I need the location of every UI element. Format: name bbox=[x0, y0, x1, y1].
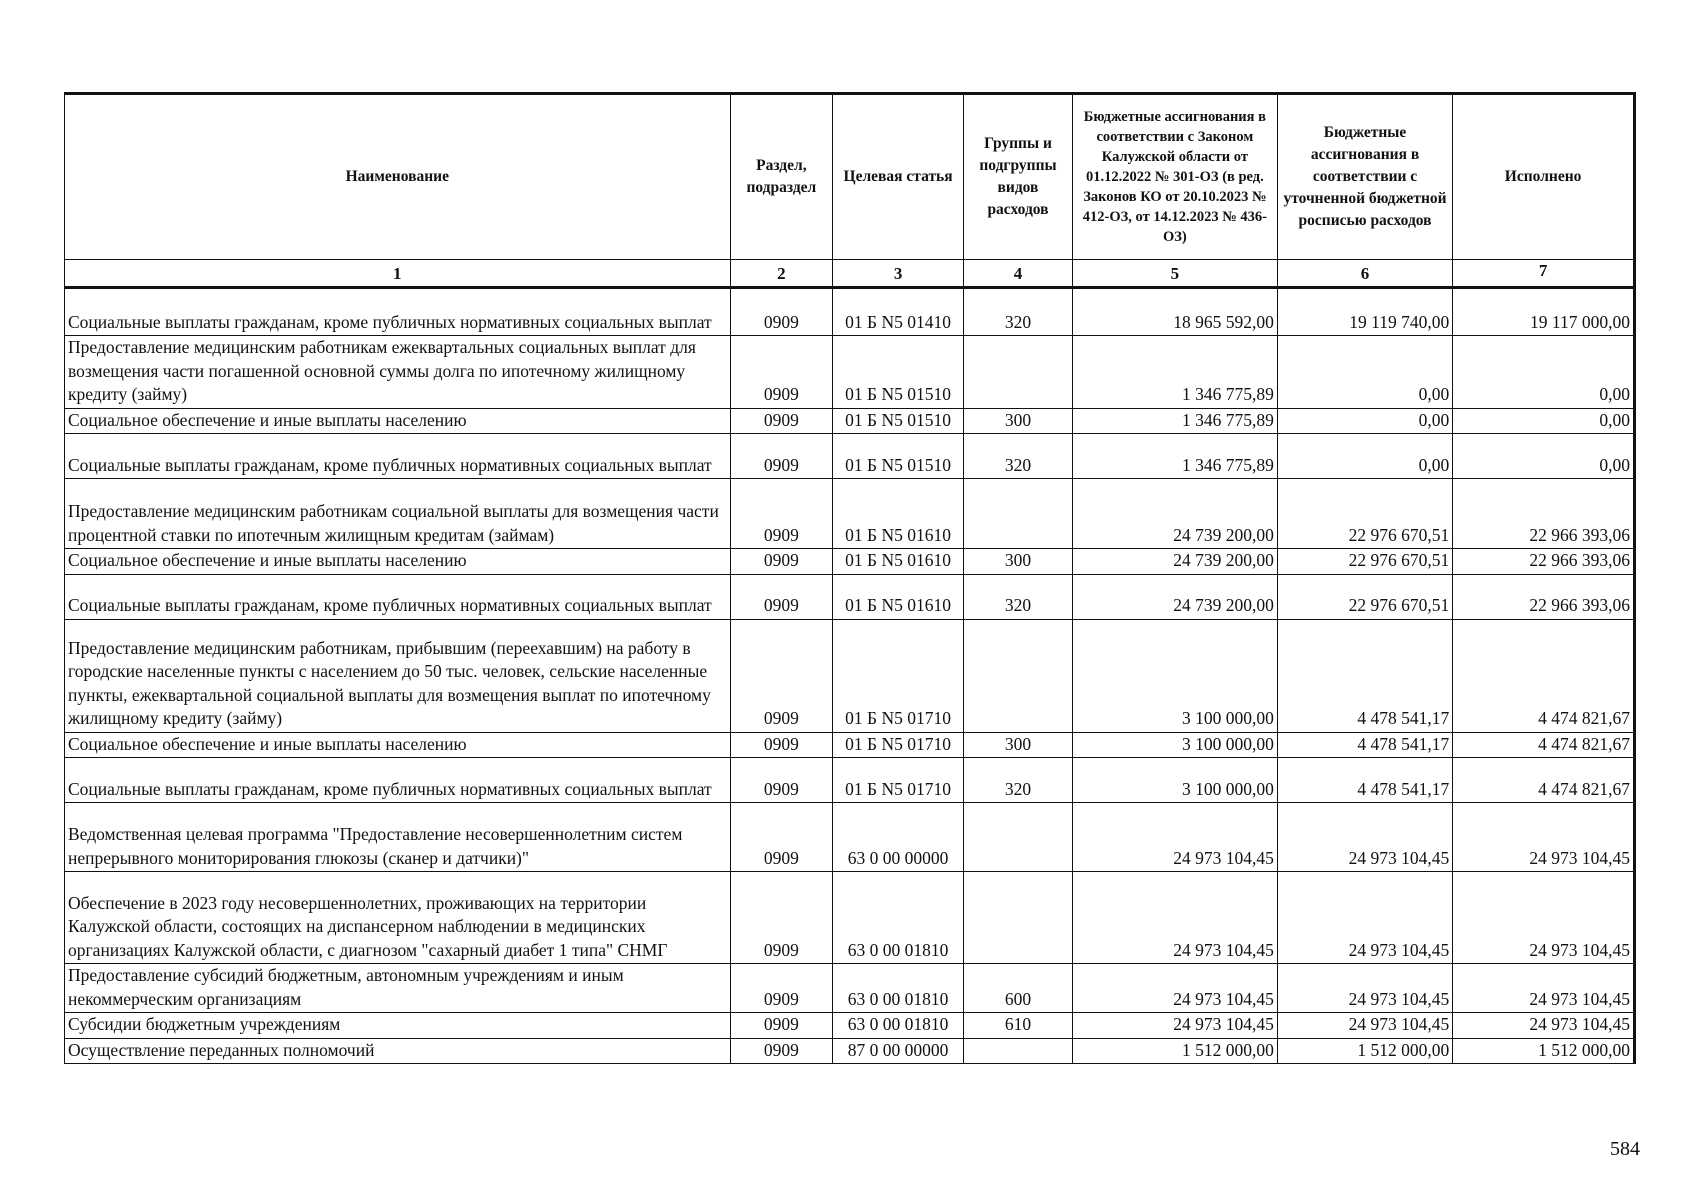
row-name: Социальное обеспечение и иные выплаты населению bbox=[65, 408, 731, 434]
row-section: 0909 bbox=[730, 479, 832, 549]
row-executed: 22 966 393,06 bbox=[1453, 479, 1635, 549]
header-target: Целевая статья bbox=[833, 94, 964, 260]
row-section: 0909 bbox=[730, 1038, 832, 1064]
row-budget-law: 3 100 000,00 bbox=[1072, 732, 1277, 758]
row-budget-law: 18 965 592,00 bbox=[1072, 288, 1277, 336]
row-budget-refined: 0,00 bbox=[1277, 408, 1452, 434]
row-target: 01 Б N5 01610 bbox=[833, 479, 964, 549]
table-row bbox=[65, 872, 1635, 964]
row-budget-law: 24 973 104,45 bbox=[1072, 803, 1277, 872]
row-section: 0909 bbox=[730, 964, 832, 1013]
row-executed: 4 474 821,67 bbox=[1453, 619, 1635, 732]
row-section: 0909 bbox=[730, 1013, 832, 1039]
row-group bbox=[964, 803, 1073, 872]
row-executed: 19 117 000,00 bbox=[1453, 288, 1635, 336]
row-group: 300 bbox=[964, 408, 1073, 434]
row-name: Осуществление переданных полномочий bbox=[65, 1038, 731, 1064]
column-number: 2 bbox=[730, 260, 832, 288]
row-group: 320 bbox=[964, 758, 1073, 803]
row-budget-law: 24 973 104,45 bbox=[1072, 964, 1277, 1013]
row-executed: 24 973 104,45 bbox=[1453, 1013, 1635, 1039]
column-number-row bbox=[65, 260, 1635, 288]
table-row bbox=[65, 1038, 1635, 1064]
row-name: Субсидии бюджетным учреждениям bbox=[65, 1013, 731, 1039]
table-row bbox=[65, 758, 1635, 803]
table-row bbox=[65, 549, 1635, 575]
row-section: 0909 bbox=[730, 434, 832, 479]
row-section: 0909 bbox=[730, 288, 832, 336]
row-group: 600 bbox=[964, 964, 1073, 1013]
header-budget-law: Бюджетные ассигнования в соответствии с Законом Калужской области от 01.12.2022 № 301-ОЗ (в ред. Законов КО от 20.10.2023 № 412-ОЗ, от 14.12.2023 № 436-ОЗ) bbox=[1072, 94, 1277, 260]
row-executed: 22 966 393,06 bbox=[1453, 549, 1635, 575]
row-section: 0909 bbox=[730, 619, 832, 732]
row-group: 300 bbox=[964, 732, 1073, 758]
row-name: Социальные выплаты гражданам, кроме публичных нормативных социальных выплат bbox=[65, 574, 731, 619]
row-executed: 0,00 bbox=[1453, 408, 1635, 434]
row-budget-refined: 4 478 541,17 bbox=[1277, 619, 1452, 732]
table-row bbox=[65, 408, 1635, 434]
row-section: 0909 bbox=[730, 732, 832, 758]
row-budget-refined: 22 976 670,51 bbox=[1277, 549, 1452, 575]
row-budget-refined: 4 478 541,17 bbox=[1277, 732, 1452, 758]
row-target: 01 Б N5 01610 bbox=[833, 549, 964, 575]
row-name: Социальные выплаты гражданам, кроме публичных нормативных социальных выплат bbox=[65, 288, 731, 336]
row-group: 320 bbox=[964, 574, 1073, 619]
row-executed: 4 474 821,67 bbox=[1453, 732, 1635, 758]
row-budget-refined: 24 973 104,45 bbox=[1277, 803, 1452, 872]
row-budget-law: 24 973 104,45 bbox=[1072, 1013, 1277, 1039]
header-name: Наименование bbox=[65, 94, 731, 260]
row-group bbox=[964, 1038, 1073, 1064]
row-name: Предоставление медицинским работникам, прибывшим (переехавшим) на работу в городские населенные пункты с населением до 50 тыс. человек, сельские населенные пункты, ежеквартальной социальной выплаты для возмещения выплат по ипотечному жилищному кредиту (займу) bbox=[65, 619, 731, 732]
row-section: 0909 bbox=[730, 549, 832, 575]
row-target: 01 Б N5 01510 bbox=[833, 336, 964, 409]
row-executed: 22 966 393,06 bbox=[1453, 574, 1635, 619]
row-name: Ведомственная целевая программа "Предоставление несовершеннолетним систем непрерывного мониторирования глюкозы (сканер и датчики)" bbox=[65, 803, 731, 872]
row-executed: 24 973 104,45 bbox=[1453, 803, 1635, 872]
row-target: 01 Б N5 01710 bbox=[833, 732, 964, 758]
row-name: Предоставление субсидий бюджетным, автономным учреждениям и иным некоммерческим организациям bbox=[65, 964, 731, 1013]
header-row bbox=[65, 94, 1635, 260]
row-executed: 4 474 821,67 bbox=[1453, 758, 1635, 803]
row-target: 01 Б N5 01510 bbox=[833, 434, 964, 479]
row-group: 320 bbox=[964, 434, 1073, 479]
table-row bbox=[65, 479, 1635, 549]
header-executed: Исполнено bbox=[1453, 94, 1635, 260]
row-name: Социальное обеспечение и иные выплаты населению bbox=[65, 549, 731, 575]
row-executed: 1 512 000,00 bbox=[1453, 1038, 1635, 1064]
header-group: Группы и подгруппы видов расходов bbox=[964, 94, 1073, 260]
row-name: Социальные выплаты гражданам, кроме публичных нормативных социальных выплат bbox=[65, 434, 731, 479]
row-budget-law: 3 100 000,00 bbox=[1072, 619, 1277, 732]
row-target: 87 0 00 00000 bbox=[833, 1038, 964, 1064]
row-budget-refined: 24 973 104,45 bbox=[1277, 1013, 1452, 1039]
row-group bbox=[964, 336, 1073, 409]
table-row bbox=[65, 964, 1635, 1013]
table-row bbox=[65, 288, 1635, 336]
row-target: 63 0 00 01810 bbox=[833, 964, 964, 1013]
row-group bbox=[964, 872, 1073, 964]
row-target: 63 0 00 00000 bbox=[833, 803, 964, 872]
row-group: 610 bbox=[964, 1013, 1073, 1039]
row-target: 01 Б N5 01610 bbox=[833, 574, 964, 619]
row-executed: 24 973 104,45 bbox=[1453, 872, 1635, 964]
row-target: 01 Б N5 01710 bbox=[833, 619, 964, 732]
header-budget-refined: Бюджетные ассигнования в соответствии с уточненной бюджетной росписью расходов bbox=[1277, 94, 1452, 260]
column-number: 1 bbox=[65, 260, 731, 288]
row-budget-refined: 19 119 740,00 bbox=[1277, 288, 1452, 336]
row-budget-law: 1 346 775,89 bbox=[1072, 336, 1277, 409]
row-executed: 24 973 104,45 bbox=[1453, 964, 1635, 1013]
table-row bbox=[65, 619, 1635, 732]
row-section: 0909 bbox=[730, 336, 832, 409]
table-row bbox=[65, 732, 1635, 758]
row-budget-refined: 22 976 670,51 bbox=[1277, 479, 1452, 549]
row-executed: 0,00 bbox=[1453, 336, 1635, 409]
row-target: 01 Б N5 01710 bbox=[833, 758, 964, 803]
table-row bbox=[65, 434, 1635, 479]
row-budget-refined: 1 512 000,00 bbox=[1277, 1038, 1452, 1064]
table-row bbox=[65, 336, 1635, 409]
row-name: Социальное обеспечение и иные выплаты населению bbox=[65, 732, 731, 758]
row-executed: 0,00 bbox=[1453, 434, 1635, 479]
header-section: Раздел, подраздел bbox=[730, 94, 832, 260]
row-budget-refined: 0,00 bbox=[1277, 336, 1452, 409]
table-row bbox=[65, 574, 1635, 619]
row-target: 01 Б N5 01510 bbox=[833, 408, 964, 434]
column-number: 7 bbox=[1453, 260, 1635, 288]
column-number: 3 bbox=[833, 260, 964, 288]
row-section: 0909 bbox=[730, 574, 832, 619]
row-group bbox=[964, 619, 1073, 732]
row-budget-law: 24 739 200,00 bbox=[1072, 479, 1277, 549]
row-budget-law: 24 739 200,00 bbox=[1072, 549, 1277, 575]
table-body bbox=[65, 288, 1635, 1064]
row-budget-law: 24 973 104,45 bbox=[1072, 872, 1277, 964]
row-section: 0909 bbox=[730, 408, 832, 434]
row-target: 63 0 00 01810 bbox=[833, 1013, 964, 1039]
row-budget-refined: 4 478 541,17 bbox=[1277, 758, 1452, 803]
row-name: Предоставление медицинским работникам социальной выплаты для возмещения части процентной ставки по ипотечным жилищным кредитам (займам) bbox=[65, 479, 731, 549]
column-number: 6 bbox=[1277, 260, 1452, 288]
table-row bbox=[65, 1013, 1635, 1039]
row-name: Обеспечение в 2023 году несовершеннолетних, проживающих на территории Калужской области, состоящих на диспансерном наблюдении в медицинских организациях Калужской области, с диагнозом "сахарный диабет 1 типа" СНМГ bbox=[65, 872, 731, 964]
row-budget-refined: 22 976 670,51 bbox=[1277, 574, 1452, 619]
budget-table bbox=[64, 92, 1636, 1064]
row-name: Предоставление медицинским работникам ежеквартальных социальных выплат для возмещения части погашенной основной суммы долга по ипотечному жилищному кредиту (займу) bbox=[65, 336, 731, 409]
row-section: 0909 bbox=[730, 803, 832, 872]
row-budget-refined: 24 973 104,45 bbox=[1277, 872, 1452, 964]
row-budget-refined: 24 973 104,45 bbox=[1277, 964, 1452, 1013]
column-number: 5 bbox=[1072, 260, 1277, 288]
table-row bbox=[65, 803, 1635, 872]
page-number: 584 bbox=[1610, 1138, 1640, 1160]
row-section: 0909 bbox=[730, 758, 832, 803]
row-group: 320 bbox=[964, 288, 1073, 336]
row-group: 300 bbox=[964, 549, 1073, 575]
row-group bbox=[964, 479, 1073, 549]
row-target: 63 0 00 01810 bbox=[833, 872, 964, 964]
row-target: 01 Б N5 01410 bbox=[833, 288, 964, 336]
row-budget-law: 1 512 000,00 bbox=[1072, 1038, 1277, 1064]
row-budget-law: 1 346 775,89 bbox=[1072, 408, 1277, 434]
row-budget-law: 24 739 200,00 bbox=[1072, 574, 1277, 619]
row-name: Социальные выплаты гражданам, кроме публичных нормативных социальных выплат bbox=[65, 758, 731, 803]
column-number: 4 bbox=[964, 260, 1073, 288]
row-budget-law: 1 346 775,89 bbox=[1072, 434, 1277, 479]
row-budget-law: 3 100 000,00 bbox=[1072, 758, 1277, 803]
row-section: 0909 bbox=[730, 872, 832, 964]
row-budget-refined: 0,00 bbox=[1277, 434, 1452, 479]
